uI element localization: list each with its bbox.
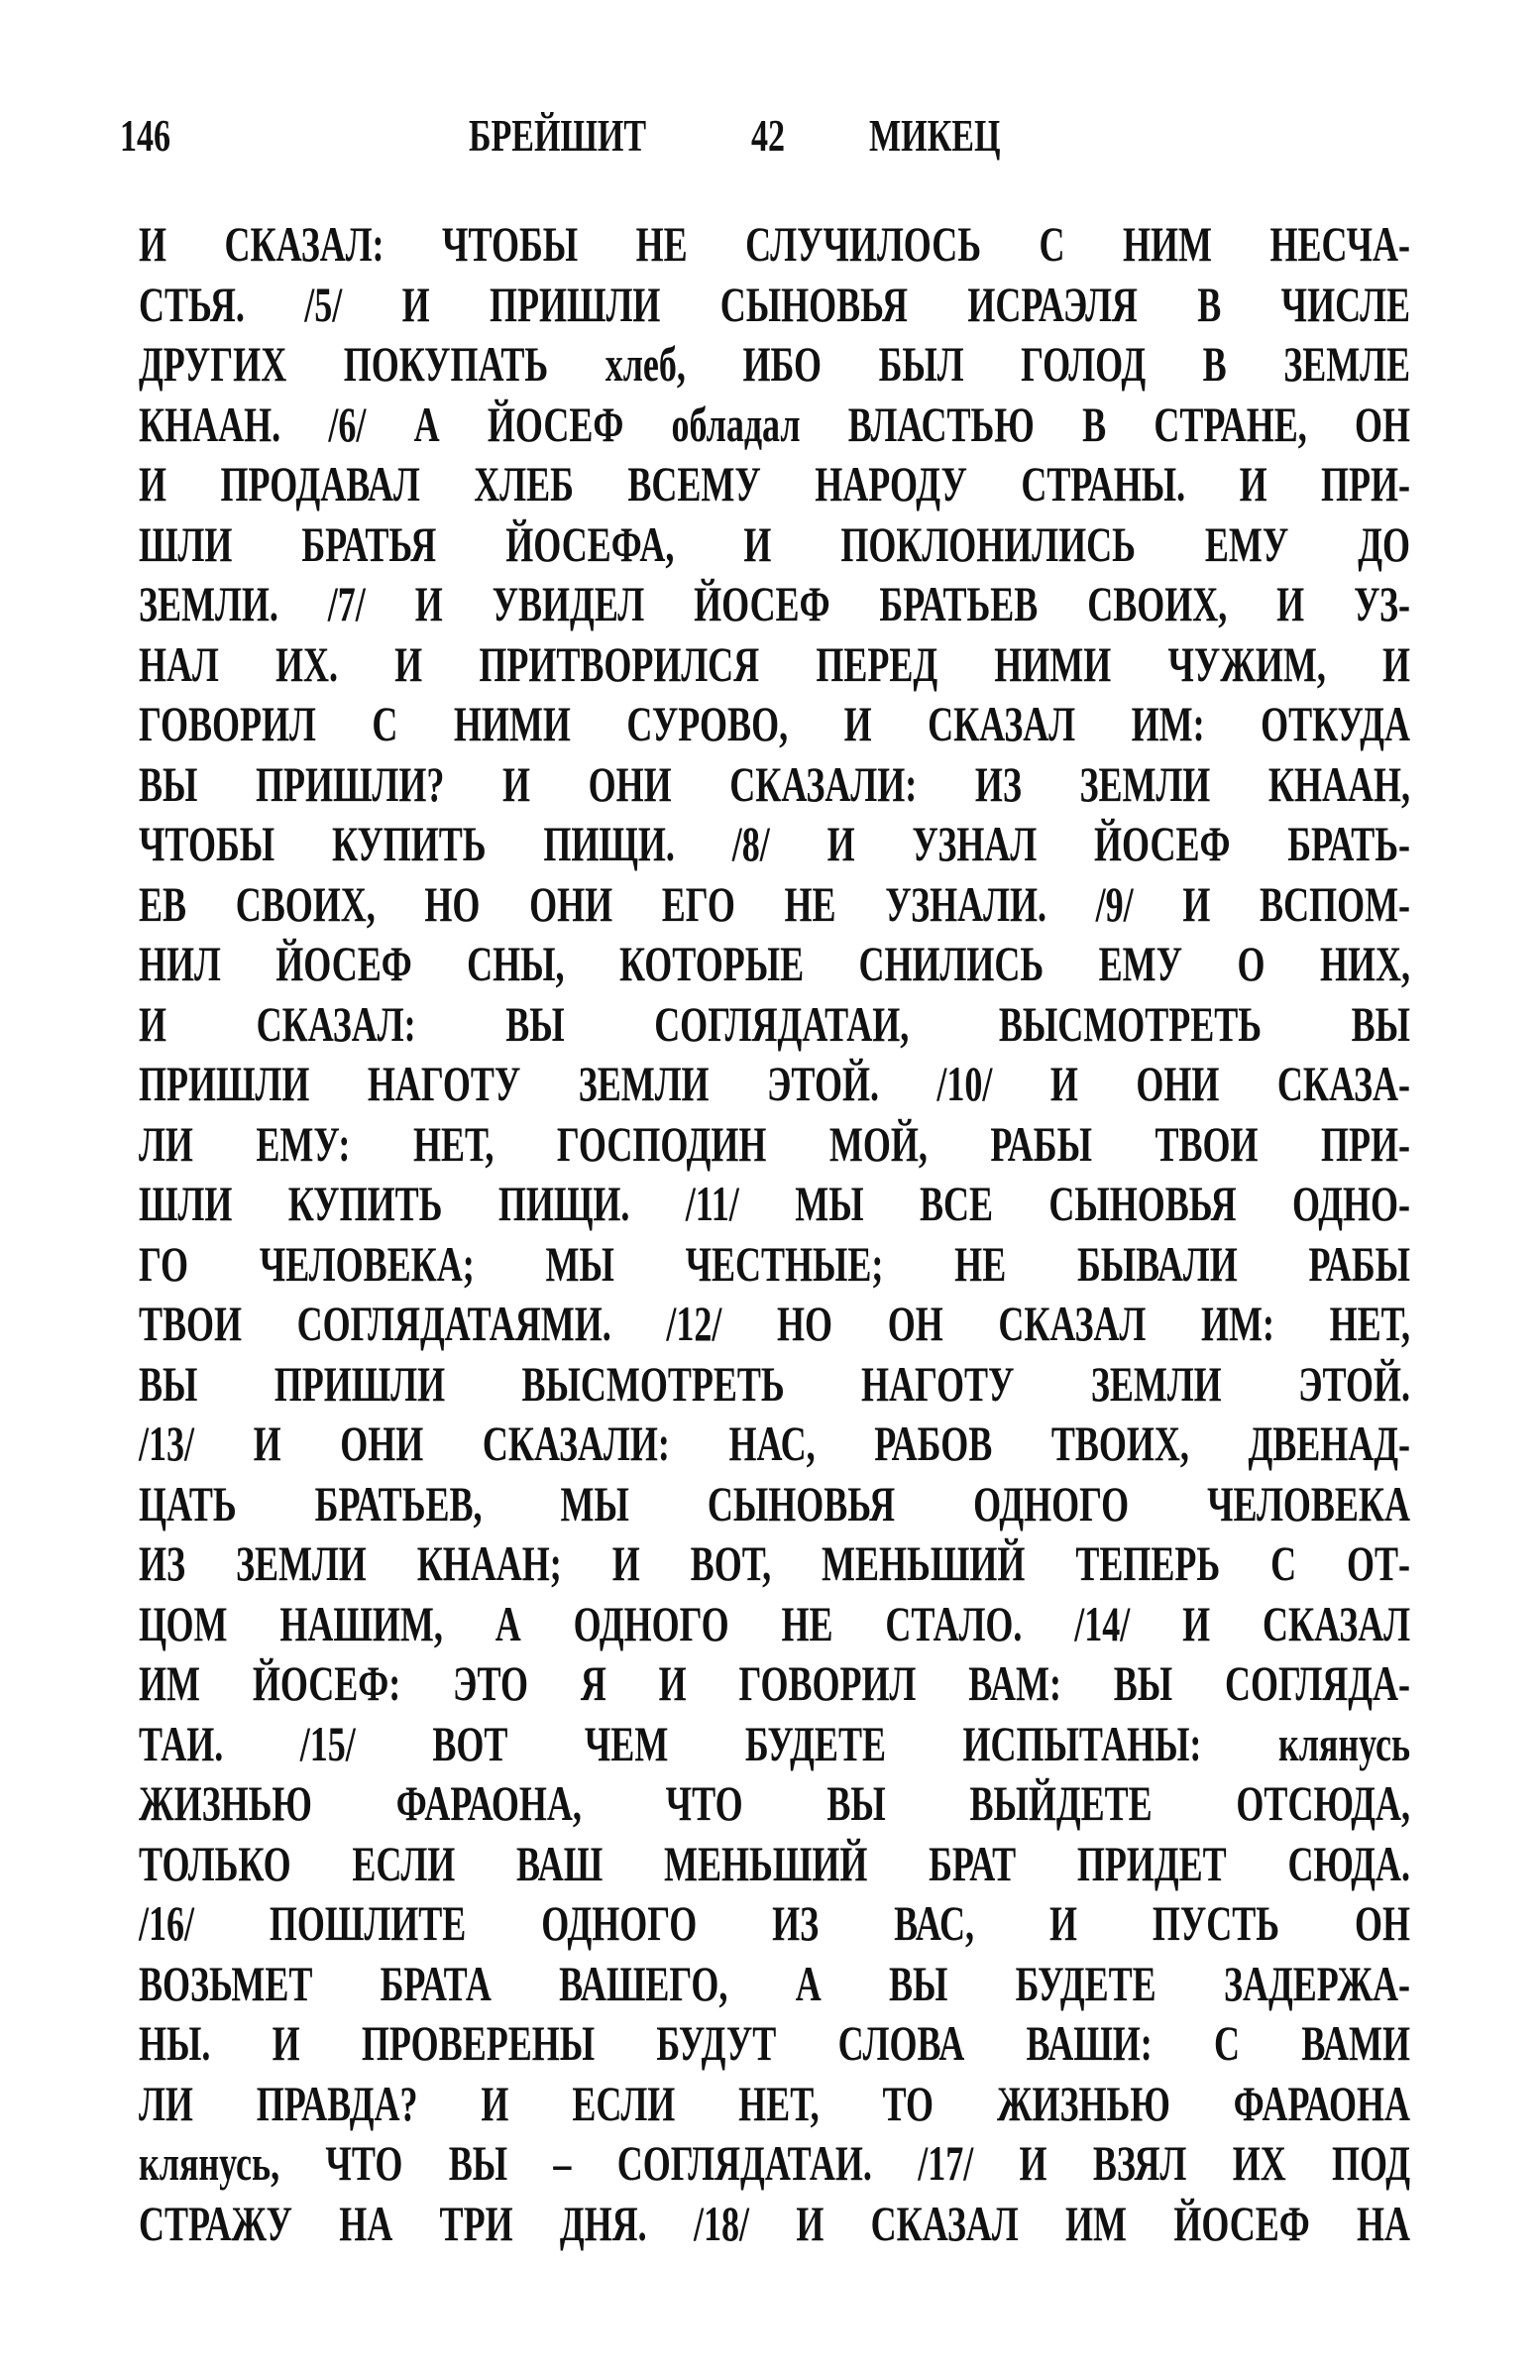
text-line bbox=[139, 2133, 1410, 2194]
text-line bbox=[139, 1294, 1410, 1354]
text-line bbox=[139, 2074, 1410, 2134]
running-head-book: БРЕЙШИТ bbox=[469, 110, 647, 161]
text-line-content: ГО ЧЕЛОВЕКА; МЫ ЧЕСТНЫЕ; НЕ БЫВАЛИ РАБЫ bbox=[139, 1235, 1411, 1292]
text-line bbox=[139, 1054, 1410, 1114]
text-line bbox=[139, 1773, 1410, 1834]
text-line bbox=[139, 1174, 1410, 1234]
text-line-content: НАЛ ИХ. И ПРИТВОРИЛСЯ ПЕРЕД НИМИ ЧУЖИМ, И bbox=[139, 635, 1411, 692]
text-line bbox=[139, 994, 1410, 1055]
text-line bbox=[139, 694, 1410, 754]
text-line bbox=[139, 1594, 1410, 1654]
text-line-content: ИМ ЙОСЕФ: ЭТО Я И ГОВОРИЛ ВАМ: ВЫ СОГЛЯДА- bbox=[139, 1655, 1411, 1711]
text-line bbox=[139, 1533, 1410, 1594]
text-line-content: ЛИ ЕМУ: НЕТ, ГОСПОДИН МОЙ, РАБЫ ТВОИ ПРИ- bbox=[139, 1115, 1411, 1172]
body-text bbox=[139, 214, 1410, 2253]
text-line-content: ТВОИ СОГЛЯДАТАЯМИ. /12/ НО ОН СКАЗАЛ ИМ: НЕТ, bbox=[139, 1296, 1411, 1351]
text-line-content: ЧТОБЫ КУПИТЬ ПИЩИ. /8/ И УЗНАЛ ЙОСЕФ БРАТЬ- bbox=[139, 816, 1411, 871]
text-line bbox=[139, 1474, 1410, 1534]
text-line-content: КНААН. /6/ А ЙОСЕФ обладал ВЛАСТЬЮ В СТРАНЕ, ОН bbox=[139, 396, 1411, 452]
text-line-content: ЛИ ПРАВДА? И ЕСЛИ НЕТ, ТО ЖИЗНЬЮ ФАРАОНА bbox=[139, 2075, 1411, 2131]
text-line bbox=[139, 214, 1410, 275]
text-line bbox=[139, 1414, 1410, 1474]
text-line-content: ШЛИ КУПИТЬ ПИЩИ. /11/ МЫ ВСЕ СЫНОВЬЯ ОДНО- bbox=[139, 1176, 1411, 1231]
text-line bbox=[139, 874, 1410, 935]
text-line bbox=[139, 1834, 1410, 1894]
text-line-content: ВЫ ПРИШЛИ? И ОНИ СКАЗАЛИ: ИЗ ЗЕМЛИ КНААН, bbox=[139, 755, 1411, 812]
text-line bbox=[139, 1954, 1410, 2014]
text-line-content: НЫ. И ПРОВЕРЕНЫ БУДУТ СЛОВА ВАШИ: С ВАМИ bbox=[139, 2015, 1411, 2071]
text-line bbox=[139, 1893, 1410, 1954]
text-line-content: ГОВОРИЛ С НИМИ СУРОВО, И СКАЗАЛ ИМ: ОТКУДА bbox=[139, 696, 1411, 751]
text-line bbox=[139, 1114, 1410, 1175]
text-line bbox=[139, 1653, 1410, 1714]
text-line-content: ВОЗЬМЕТ БРАТА ВАШЕГО, А ВЫ БУДЕТЕ ЗАДЕРЖА- bbox=[139, 1955, 1411, 2011]
text-line-content: /13/ И ОНИ СКАЗАЛИ: НАС, РАБОВ ТВОИХ, ДВЕНАД- bbox=[139, 1416, 1411, 1471]
text-line-content: СТЬЯ. /5/ И ПРИШЛИ СЫНОВЬЯ ИСРАЭЛЯ В ЧИСЛЕ bbox=[139, 276, 1411, 332]
text-line bbox=[139, 1354, 1410, 1415]
text-line bbox=[139, 275, 1410, 335]
text-line bbox=[139, 454, 1410, 514]
text-line-content: ТАИ. /15/ ВОТ ЧЕМ БУДЕТЕ ИСПЫТАНЫ: клянусь bbox=[139, 1715, 1411, 1771]
text-line bbox=[139, 1234, 1410, 1295]
text-line-content: ЦОМ НАШИМ, А ОДНОГО НЕ СТАЛО. /14/ И СКАЗАЛ bbox=[139, 1595, 1411, 1651]
text-line bbox=[139, 395, 1410, 455]
text-line bbox=[139, 2194, 1410, 2254]
text-line bbox=[139, 754, 1410, 815]
text-line-content: ЦАТЬ БРАТЬЕВ, МЫ СЫНОВЬЯ ОДНОГО ЧЕЛОВЕКА bbox=[139, 1475, 1411, 1531]
text-line bbox=[139, 334, 1410, 395]
text-line-content: ШЛИ БРАТЬЯ ЙОСЕФА, И ПОКЛОНИЛИСЬ ЕМУ ДО bbox=[139, 515, 1411, 572]
text-line-content: ДРУГИХ ПОКУПАТЬ хлеб, ИБО БЫЛ ГОЛОД В ЗЕМЛЕ bbox=[139, 336, 1411, 392]
text-line-content: И СКАЗАЛ: ЧТОБЫ НЕ СЛУЧИЛОСЬ С НИМ НЕСЧА- bbox=[139, 216, 1411, 272]
page-number: 146 bbox=[120, 110, 171, 161]
text-line-content: И ПРОДАВАЛ ХЛЕБ ВСЕМУ НАРОДУ СТРАНЫ. И ПРИ- bbox=[139, 456, 1411, 511]
running-head-chapter: 42 bbox=[751, 110, 786, 161]
text-line bbox=[139, 934, 1410, 994]
text-line-content: ЗЕМЛИ. /7/ И УВИДЕЛ ЙОСЕФ БРАТЬЕВ СВОИХ, И УЗ- bbox=[139, 576, 1411, 631]
text-line-content: ВЫ ПРИШЛИ ВЫСМОТРЕТЬ НАГОТУ ЗЕМЛИ ЭТОЙ. bbox=[139, 1355, 1411, 1412]
text-line bbox=[139, 574, 1410, 634]
text-line-content: ТОЛЬКО ЕСЛИ ВАШ МЕНЬШИЙ БРАТ ПРИДЕТ СЮДА. bbox=[139, 1835, 1411, 1891]
text-line-content: СТРАЖУ НА ТРИ ДНЯ. /18/ И СКАЗАЛ ИМ ЙОСЕФ НА bbox=[139, 2195, 1411, 2251]
text-line-content: И СКАЗАЛ: ВЫ СОГЛЯДАТАИ, ВЫСМОТРЕТЬ ВЫ bbox=[139, 995, 1411, 1052]
text-line-content: /16/ ПОШЛИТЕ ОДНОГО ИЗ ВАС, И ПУСТЬ ОН bbox=[139, 1895, 1411, 1951]
text-line-content: НИЛ ЙОСЕФ СНЫ, КОТОРЫЕ СНИЛИСЬ ЕМУ О НИХ, bbox=[139, 936, 1411, 991]
text-line bbox=[139, 634, 1410, 695]
text-line bbox=[139, 1714, 1410, 1774]
text-line-content: клянусь, ЧТО ВЫ – СОГЛЯДАТАИ. /17/ И ВЗЯЛ ИХ ПОД bbox=[139, 2135, 1411, 2191]
text-line bbox=[139, 2013, 1410, 2074]
running-head-portion: МИКЕЦ bbox=[869, 110, 1001, 161]
text-line-content: ЕВ СВОИХ, НО ОНИ ЕГО НЕ УЗНАЛИ. /9/ И ВСПОМ- bbox=[139, 875, 1411, 932]
text-line-content: ИЗ ЗЕМЛИ КНААН; И ВОТ, МЕНЬШИЙ ТЕПЕРЬ С ОТ- bbox=[139, 1535, 1411, 1591]
text-line-content: ЖИЗНЬЮ ФАРАОНА, ЧТО ВЫ ВЫЙДЕТЕ ОТСЮДА, bbox=[139, 1775, 1411, 1831]
text-line bbox=[139, 514, 1410, 575]
text-line-content: ПРИШЛИ НАГОТУ ЗЕМЛИ ЭТОЙ. /10/ И ОНИ СКАЗА- bbox=[139, 1056, 1411, 1111]
text-line bbox=[139, 814, 1410, 874]
